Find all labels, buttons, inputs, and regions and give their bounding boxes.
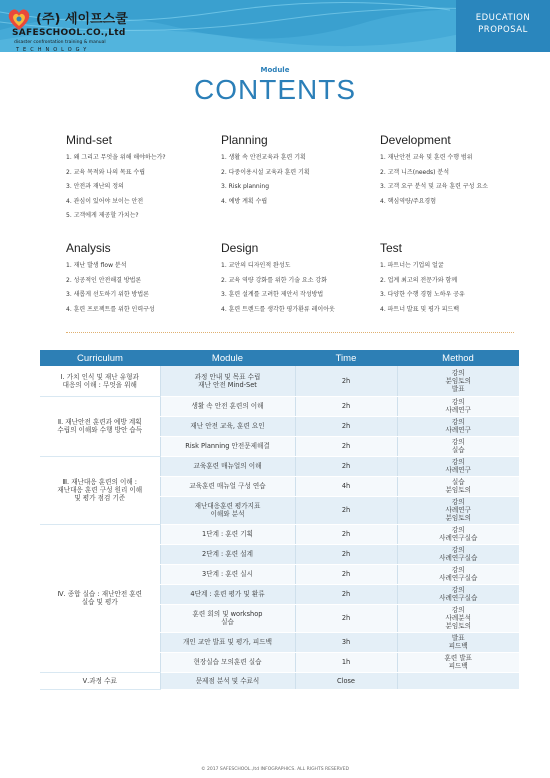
- cell-module: 재난 안전 교육, 훈련 요인: [160, 416, 295, 436]
- cell-module: 과정 안내 및 목표 수립 재난 안전 Mind-Set: [160, 366, 295, 396]
- cell-method: 강의 사례연구실습: [397, 544, 519, 564]
- list-item: 3. 다양한 수행 경험 노하우 공유: [380, 291, 465, 298]
- table-header-row: [40, 350, 519, 366]
- cell-method: 강의 사례연구 분임토의: [397, 496, 519, 524]
- cell-method: 발표 피드백: [397, 632, 519, 652]
- list-item: 1. 생활 속 안전교육과 훈련 기획: [221, 154, 306, 161]
- list-item: 4. 예방 계획 수립: [221, 197, 268, 205]
- section-title: Analysis: [66, 241, 111, 255]
- section-title: Development: [380, 133, 451, 147]
- list-item: 3. Risk planning: [221, 183, 270, 190]
- section-title: Test: [380, 241, 403, 255]
- cell-module: 4단계 : 훈련 평가 및 환류: [160, 584, 295, 604]
- list-item: 2. 성공적인 안전해결 방법론: [66, 276, 142, 284]
- cell-time: 2h: [295, 496, 397, 524]
- module-kicker: Module: [260, 66, 290, 74]
- education-proposal-badge: [456, 0, 550, 52]
- cell-method: 훈련 발표 피드백: [397, 652, 519, 672]
- cell-time: 2h: [295, 366, 397, 396]
- cell-method: 강의 사례분석 분임토의: [397, 604, 519, 632]
- cell-curriculum: Ⅴ.과정 수료: [40, 672, 160, 689]
- list-item: 3. 안전과 재난의 정의: [66, 183, 124, 190]
- list-item: 1. 재난안전 교육 및 훈련 수행 범위: [380, 154, 473, 161]
- cell-method: 실습 분임토의: [397, 476, 519, 496]
- section-list: [66, 151, 226, 224]
- list-item: 2. 다중이용시설 교육과 훈련 기획: [221, 168, 310, 176]
- section-list: [66, 259, 226, 317]
- cell-method: 강의 사례연구실습: [397, 584, 519, 604]
- cell-time: 2h: [295, 396, 397, 416]
- cell-module: 1단계 : 훈련 기획: [160, 524, 295, 544]
- list-item: 2. 고객 니즈(needs) 분석: [380, 168, 450, 176]
- list-item: 3. 고객 요구 분석 및 교육 훈련 구성 요소: [380, 183, 488, 190]
- badge-line-1: EDUCATION: [475, 13, 531, 23]
- cell-time: 2h: [295, 524, 397, 544]
- section-design: [221, 241, 381, 317]
- list-item: 3. 새롭게 선도하기 위한 방법론: [66, 291, 149, 298]
- list-item: 2. 교육 목적와 나의 목표 수립: [66, 168, 146, 176]
- badge-line-2: PROPOSAL: [478, 25, 528, 35]
- cell-time: 2h: [295, 456, 397, 476]
- cell-module: 생활 속 안전 훈련의 이해: [160, 396, 295, 416]
- list-item: 1. 교안의 디자인적 완성도: [221, 262, 291, 269]
- logo-technology: TECHNOLOGY: [16, 47, 91, 52]
- list-item: 2. 업계 최고의 전문가와 함께: [380, 276, 458, 284]
- table-row: [40, 396, 519, 416]
- cell-method: 강의 사례연구: [397, 396, 519, 416]
- cell-module: 2단계 : 훈련 설계: [160, 544, 295, 564]
- cell-method: 강의 사례연구: [397, 416, 519, 436]
- list-item: 1. 재난 발생 flow 분석: [66, 262, 127, 269]
- curriculum-table: [40, 350, 519, 690]
- table-row: [40, 366, 519, 396]
- table-body: [40, 366, 519, 689]
- cell-module: 재난대응훈련 평가지표 이해와 분석: [160, 496, 295, 524]
- section-list: [221, 259, 381, 317]
- section-development: [380, 133, 540, 209]
- cell-module: 문제점 분석 및 수료식: [160, 672, 295, 689]
- cell-module: 훈련 회의 및 workshop 실습: [160, 604, 295, 632]
- cell-time: 2h: [295, 584, 397, 604]
- cell-module: 현장실습 모의훈련 실습: [160, 652, 295, 672]
- cell-time: 1h: [295, 652, 397, 672]
- cell-time: 2h: [295, 436, 397, 456]
- cell-module: 교육훈련 매뉴얼의 이해: [160, 456, 295, 476]
- cell-method: 강의 사례연구실습: [397, 564, 519, 584]
- cell-time: 2h: [295, 604, 397, 632]
- cell-curriculum: Ⅰ. 가치 인식 및 재난 유형과 대응의 이해 : 무엇을 위해: [40, 366, 160, 396]
- cell-method: 강의 사례연구: [397, 456, 519, 476]
- header-module: Module: [160, 350, 295, 366]
- list-item: 4. 훈련 트렌드를 생각한 평가환류 레이아웃: [221, 305, 335, 313]
- logo-tagline: disaster confrontation training & manual: [14, 40, 106, 45]
- section-title: Planning: [221, 133, 268, 147]
- copyright-footer: © 2017 SAFESCHOOL.,ltd INFOGRAPHICS. ALL RIGHTS RESERVED: [201, 767, 349, 772]
- cell-time: 2h: [295, 544, 397, 564]
- logo-subtitle: SAFESCHOOL.CO.,Ltd: [12, 28, 126, 38]
- cell-method: [397, 672, 519, 689]
- header-curriculum: Curriculum: [40, 350, 160, 366]
- cell-time: 3h: [295, 632, 397, 652]
- table-row: [40, 524, 519, 544]
- list-item: 1. 파트너는 기업의 얼굴: [380, 262, 444, 269]
- section-list: [380, 259, 540, 317]
- table-row: [40, 456, 519, 476]
- section-analysis: [66, 241, 226, 317]
- list-item: 4. 파트너 발표 및 평가 피드백: [380, 305, 460, 313]
- section-mindset: [66, 133, 226, 224]
- section-list: [380, 151, 540, 209]
- cell-module: 교육훈련 매뉴얼 구성 연습: [160, 476, 295, 496]
- cell-time: 2h: [295, 416, 397, 436]
- cell-time: 2h: [295, 564, 397, 584]
- cell-module: 3단계 : 훈련 실시: [160, 564, 295, 584]
- logo-title: (주) 세이프스쿨: [36, 12, 128, 27]
- header-band: [0, 0, 550, 52]
- list-item: 4. 훈련 프로젝트를 위한 인력구성: [66, 305, 155, 313]
- cell-curriculum: Ⅱ. 재난안전 훈련과 예방 계획 수립의 이해와 수행 방안 습득: [40, 396, 160, 456]
- section-title: Mind-set: [66, 133, 113, 147]
- list-item: 4. 핵심역량/주요경험: [380, 197, 437, 205]
- cell-module: Risk Planning 안전문제해결: [160, 436, 295, 456]
- cell-method: 강의 사례연구실습: [397, 524, 519, 544]
- cell-module: 개인 교안 발표 및 평가, 피드백: [160, 632, 295, 652]
- list-item: 4. 관심이 있어야 보이는 안전: [66, 197, 144, 205]
- header-method: Method: [397, 350, 519, 366]
- section-test: [380, 241, 540, 317]
- cell-method: 강의 분임토의 발표: [397, 366, 519, 396]
- dotted-divider: [66, 332, 514, 333]
- table-row: [40, 672, 519, 689]
- list-item: 3. 훈련 설계를 고려한 제안서 작성방법: [221, 291, 324, 298]
- cell-time: Close: [295, 672, 397, 689]
- cell-time: 4h: [295, 476, 397, 496]
- cell-curriculum: Ⅲ. 재난대응 훈련의 이해 : 재난대응 훈련 구성 원리 이해 및 평가 점검 기준: [40, 456, 160, 524]
- header-time: Time: [295, 350, 397, 366]
- section-planning: [221, 133, 381, 209]
- cell-curriculum: Ⅳ. 종합 실습 : 재난안전 훈련 실습 및 평가: [40, 524, 160, 672]
- page-title: CONTENTS: [194, 74, 356, 105]
- company-logo: [6, 4, 156, 52]
- list-item: 1. 왜 그리고 무엇을 위해 해야하는가?: [66, 154, 166, 161]
- section-list: [221, 151, 381, 209]
- list-item: 5. 고객에게 제공할 가치는?: [66, 212, 139, 219]
- section-title: Design: [221, 241, 259, 255]
- cell-method: 강의 실습: [397, 436, 519, 456]
- list-item: 2. 교육 역량 강화를 위한 기술 요소 강화: [221, 276, 328, 284]
